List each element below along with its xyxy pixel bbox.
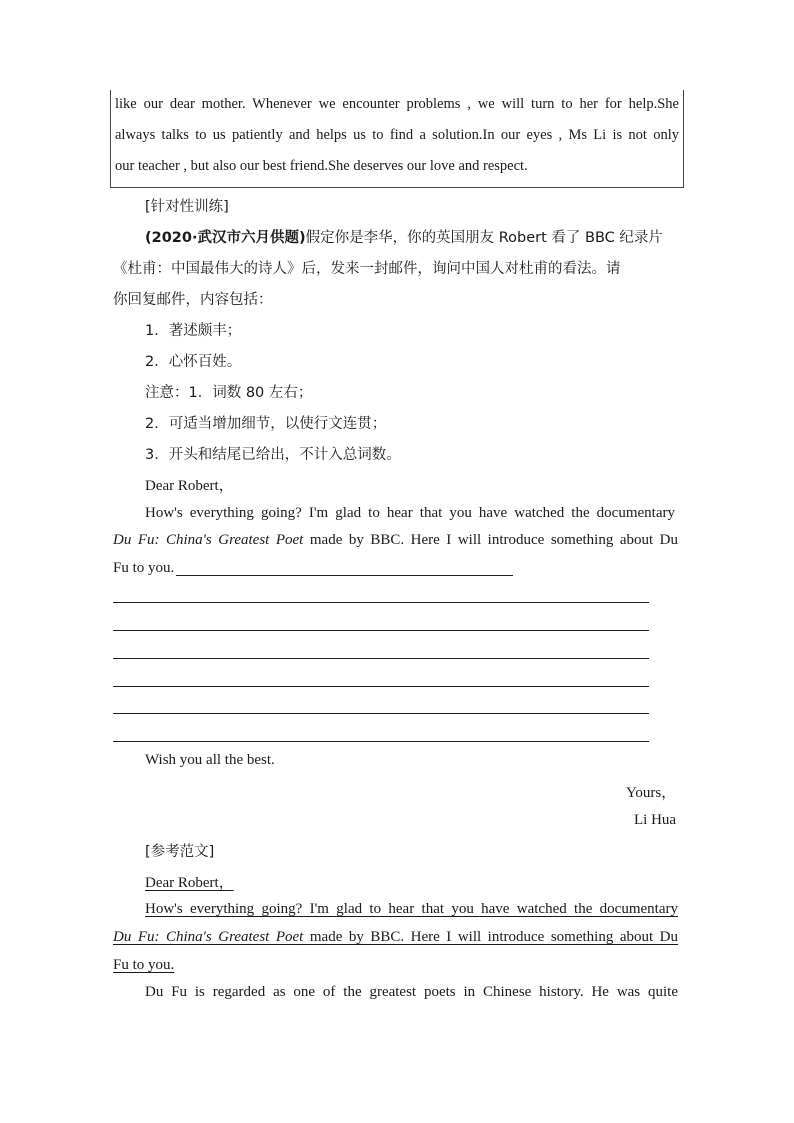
letter-documentary-title: Du Fu: China's Greatest Poet	[113, 532, 304, 548]
answer-line-1	[176, 575, 513, 576]
letter-line-3: Fu to you.	[113, 560, 175, 576]
box-line-2: always talks to us patiently and helps us to find a solution.In our eyes , Ms Li is not only	[115, 127, 679, 143]
letter-line-1: How's everything going? I'm glad to hear that you have watched the documentary	[145, 505, 675, 521]
answer-line-6	[113, 713, 649, 714]
practice-note-1: 注意：1．词数 80 左右；	[145, 385, 313, 401]
sample-salutation: Dear Robert，	[145, 875, 234, 891]
letter-closing: Wish you all the best.	[145, 752, 275, 768]
sample-line-2-rest: made by BBC. Here I will introduce something about Du	[303, 929, 679, 945]
answer-line-3	[113, 630, 649, 631]
practice-intro-line-3: 你回复邮件，内容包括：	[113, 292, 273, 308]
sample-line-3: Fu to you.	[113, 957, 175, 973]
practice-intro-line-2: 《杜甫：中国最伟大的诗人》后，发来一封邮件，询问中国人对杜甫的看法。请	[113, 261, 621, 277]
practice-point-1: 1．著述颇丰；	[145, 323, 242, 339]
answer-line-4	[113, 658, 649, 659]
box-line-1: like our dear mother. Whenever we encounter problems , we will turn to her for help.She	[115, 96, 679, 112]
practice-source: (2020·武汉市六月供题)	[145, 230, 306, 246]
practice-point-2: 2．心怀百姓。	[145, 354, 242, 370]
letter-salutation: Dear Robert，	[145, 478, 234, 494]
sample-line-1: How's everything going? I'm glad to hear that you have watched the documentary	[145, 901, 678, 917]
letter-signature: Li Hua	[634, 812, 677, 828]
practice-note-2: 2．可适当增加细节，以使行文连贯；	[145, 416, 387, 432]
answer-line-7	[113, 741, 649, 742]
practice-intro-line-1	[145, 226, 663, 247]
box-line-3: our teacher , but also our best friend.She deserves our love and respect.	[115, 158, 528, 174]
practice-note-3: 3．开头和结尾已给出，不计入总词数。	[145, 447, 401, 463]
sample-documentary-title: Du Fu: China's Greatest Poet	[113, 929, 304, 945]
practice-heading: [针对性训练]	[145, 199, 229, 215]
sample-line-2	[113, 929, 678, 946]
letter-line-2-rest: made by BBC. Here I will introduce something about Du	[303, 532, 679, 548]
answer-line-5	[113, 686, 649, 687]
practice-intro-text-1: 假定你是李华，你的英国朋友 Robert 看了 BBC 纪录片	[305, 230, 663, 246]
sample-heading: [参考范文]	[145, 844, 215, 860]
letter-line-2	[113, 532, 678, 549]
letter-yours: Yours，	[626, 785, 677, 801]
answer-line-2	[113, 602, 649, 603]
sample-essay-box	[110, 90, 684, 188]
sample-body-line-1: Du Fu is regarded as one of the greatest poets in Chinese history. He was quite	[145, 984, 678, 1000]
